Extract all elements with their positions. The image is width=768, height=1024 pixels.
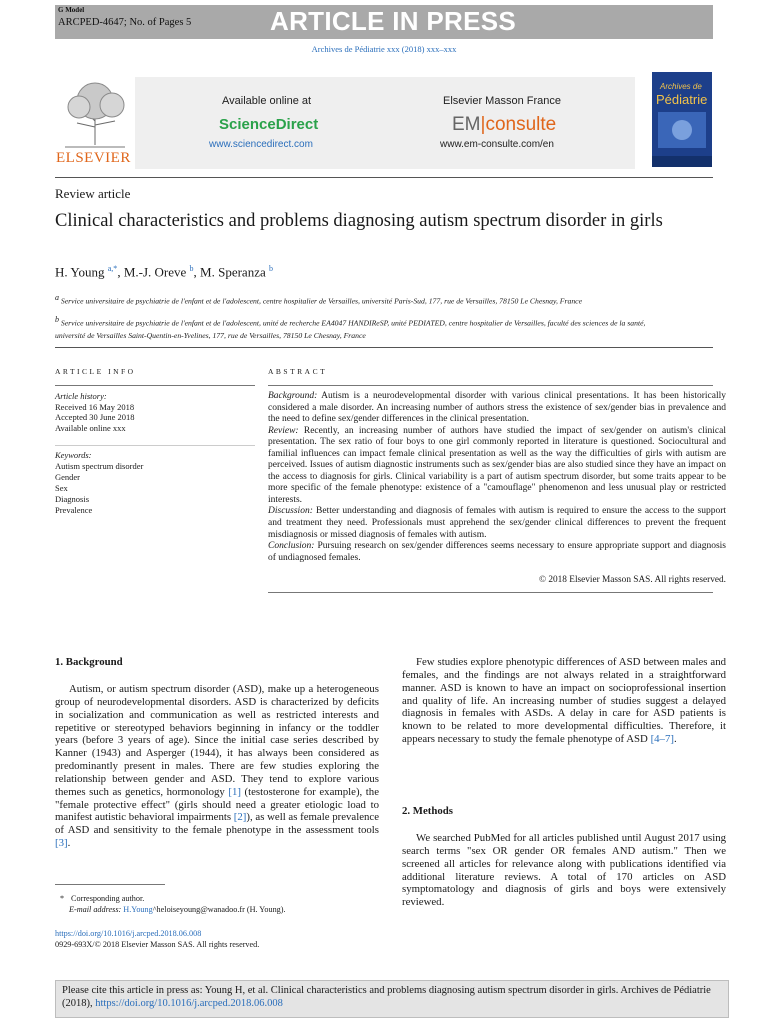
divider: [55, 385, 255, 386]
corresponding-author-footnote: [55, 893, 385, 915]
divider: [268, 592, 713, 593]
affiliation: [55, 292, 675, 308]
affiliation: [55, 314, 675, 342]
cover-title-large: Pédiatrie: [656, 92, 708, 107]
author-list: H. Young $^{a,*}$, M.-J. Oreve $^b$, M. Speranza $^b$: [55, 264, 273, 280]
cover-title-small: Archives de: [660, 82, 702, 91]
keyword: Prevalence: [55, 505, 93, 515]
article-info-heading: ARTICLE INFO: [55, 367, 136, 376]
footnote-star: *: [59, 894, 65, 903]
divider: [268, 385, 713, 386]
body-paragraph: We searched PubMed for all articles published until August 2017 using search terms "sex OR gender OR females AND autism." Then we screened all articles for relevance along with publications identified via additional literature reviews. A total of 170 articles on ASD symptomatology and diagnosis of girls and boys were extensively reviewed.: [402, 832, 726, 909]
cite-doi-link[interactable]: https://doi.org/10.1016/j.arcped.2018.06.008: [95, 998, 283, 1009]
doi-link[interactable]: https://doi.org/10.1016/j.arcped.2018.06.008: [55, 929, 202, 938]
footnote-divider: [55, 884, 165, 885]
keywords-label: Keywords:: [55, 450, 92, 460]
abstract-discussion: Better understanding and diagnosis of females with autism is required to ensure the access to the support and treatment they need. Professionals must apprehend the sex/gender clinical differences to prevent the frequent misdiagnosis or missed diagnosis of females with autism.: [268, 506, 726, 540]
divider: [55, 177, 713, 178]
email-link[interactable]: H.Young: [123, 905, 153, 914]
abstract-label: Conclusion:: [268, 541, 315, 552]
footnote-text: Corresponding author.: [71, 894, 145, 903]
abstract-conclusion: Pursuing research on sex/gender differences seems necessary to ensure appropriate support and diagnosis of undiagnosed females.: [268, 541, 727, 563]
abstract-text: [268, 391, 726, 564]
footnote-email-line: [55, 904, 385, 915]
divider: [55, 445, 255, 446]
cite-text-body: Please cite this article in press as: Young H, et al. Clinical characteristics and problems diagnosing autism spectrum disorder in girls. Archives de Pédiatrie (2018),: [62, 985, 711, 1009]
abstract-heading: ABSTRACT: [268, 367, 328, 376]
abstract-label: Discussion:: [268, 506, 313, 517]
body-paragraph: [55, 683, 379, 850]
paragraph-text: Autism, or autism spectrum disorder (ASD), make up a heterogeneous group of neurodevelopmental disorders. ASD is characterized by deficits in socialization and communication as well as restricted interests and repetitive or stereotyped behaviors beginning in infancy or the toddler years (before 3 years of age). Since the initial case series described by Kanner (1943) and Asperger (1944), it has always been considered as predominantly present in males. There are few studies exploring the relationship between gender and ASD. They tend to explore various themes such as genetics, hormonology: [55, 683, 379, 798]
section-heading: 1. Background: [55, 656, 123, 668]
article-title: Clinical characteristics and problems diagnosing autism spectrum disorder in girls: [55, 211, 663, 231]
journal-citation-line[interactable]: Archives de Pédiatrie xxx (2018) xxx–xxx: [311, 44, 457, 54]
em-logo-divider: |: [480, 114, 486, 135]
keywords: [55, 450, 255, 516]
divider: [55, 347, 713, 348]
paragraph-text: .: [67, 837, 71, 850]
issn-line: 0929-693X/© 2018 Elsevier Masson SAS. All rights reserved.: [55, 940, 260, 949]
paragraph-text: ), as well as female prevalence of ASD and sensitivity to the female phenotype in the assessment tools: [55, 811, 379, 837]
reference-link[interactable]: [4–7]: [650, 733, 674, 746]
keyword: Autism spectrum disorder: [55, 461, 144, 471]
keyword: Gender: [55, 472, 81, 482]
sciencedirect-link[interactable]: www.sciencedirect.com: [209, 139, 313, 150]
history-label: Article history:: [55, 391, 107, 401]
elsevier-masson-label: Elsevier Masson France: [443, 95, 561, 107]
paragraph-text: Few studies explore phenotypic differences of ASD between males and females, and the findings are not always related in a straightforward manner. ASD is known to have an impact on socioprofessional insertion and quality of life. An increasing number of studies suggest a delayed diagnosis in females with ASDs. A delay in care for ASD patients is known to be related to more developmental difficulties. Therefore, it appears necessary to study the female phenotype of ASD: [402, 656, 726, 746]
paragraph-text: (testosterone for example), the "female protective effect" (girls should need a greater etiologic load to manifest autistic behavioral impairments: [55, 785, 380, 824]
footnote-line: [55, 893, 385, 904]
author-affiliation-mark[interactable]: b: [189, 264, 194, 273]
em-consulte-link[interactable]: www.em-consulte.com/en: [440, 139, 554, 150]
cite-text: [62, 984, 722, 1010]
email-label: E-mail address:: [69, 905, 122, 914]
doi-block: [55, 928, 259, 950]
abstract-label: Background:: [268, 391, 318, 401]
author-name: H. Young: [55, 264, 105, 280]
section-heading: 2. Methods: [402, 805, 453, 817]
consulte-logo-part: consulte: [485, 114, 557, 135]
paragraph-text: .: [673, 733, 677, 746]
author-affiliation-mark[interactable]: b: [268, 264, 273, 273]
keyword: Sex: [55, 483, 68, 493]
affiliation-mark: a: [55, 293, 59, 302]
tree-icon: [55, 77, 135, 149]
article-type: Review article: [55, 186, 131, 201]
body-paragraph: [402, 656, 726, 746]
affiliation-text: Service universitaire de psychiatrie de l'enfant et de l'adolescent, unité de recherche EA4047 HANDIReSP, unité PEDIATED, centre hospitalier de Versailles, faculté des sciences de la santé, université de Versailles Saint-Quentin-en-Yvelines, 177, rue de Versailles, 78150 Le Chesnay, France: [55, 318, 646, 340]
keyword: Diagnosis: [55, 494, 89, 504]
sciencedirect-logo: ScienceDirect: [219, 116, 319, 133]
em-logo-part: EM: [452, 114, 481, 135]
reference-link[interactable]: [2]: [233, 811, 247, 824]
em-consulte-logo: [452, 114, 556, 136]
abstract-review: Recently, an increasing number of authors have studied the impact of sex/gender on autism's clinical presentation. The sex ratio of four boys to one girl commonly reported in literature is questioned. Sociocultural and familial influences can impact female clinical presentation as well as the way the difficulties of girls with autism are perceived. Issues of autism diagnostic instruments such as sex/gender bias are also studied since they have an impact on the access to diagnosis for girls. Clinical variability is a part of autism spectrum disorder, but some traits appear to be more specific of the female phenotype: existence of a "camouflage" phenomenon and less unusual play or restricted interests.: [268, 425, 726, 505]
affiliation-mark: b: [55, 315, 59, 324]
reference-link[interactable]: [1]: [228, 785, 241, 798]
affiliation-text: Service universitaire de psychiatrie de l'enfant et de l'adolescent, centre hospitalier de Versailles, université Paris-Sud, 177, rue de Versailles, 78150 Le Chesnay, France: [60, 296, 583, 306]
article-id: ARCPED-4647; No. of Pages 5: [58, 17, 192, 28]
author-name: M. Speranza: [200, 264, 266, 280]
elsevier-logo-text: ELSEVIER: [56, 150, 131, 166]
author-name: M.-J. Oreve: [123, 264, 187, 280]
abstract-background: Autism is a neurodevelopmental disorder with various clinical presentations. It has been historically considered a male disorder. An increasing number of authors stress the existence of sex/gender bias in prevalence and the need to define sex/gender differences in the clinical presentation.: [268, 391, 726, 425]
online-date: Available online xxx: [55, 422, 126, 433]
abstract-copyright: © 2018 Elsevier Masson SAS. All rights reserved.: [538, 575, 726, 585]
g-model-label: G Model: [58, 6, 85, 14]
reference-link[interactable]: [3]: [55, 837, 68, 850]
banner-title: ARTICLE IN PRESS: [270, 6, 517, 36]
received-date: Received 16 May 2018: [55, 401, 135, 412]
available-online-label: Available online at: [222, 95, 312, 107]
author-affiliation-mark[interactable]: a,*: [107, 264, 118, 273]
article-history: [55, 391, 255, 433]
accepted-date: Accepted 30 June 2018: [55, 412, 135, 422]
abstract-label: Review:: [268, 425, 299, 436]
email-text: ^heloiseyoung@wanadoo.fr (H. Young).: [152, 905, 286, 914]
